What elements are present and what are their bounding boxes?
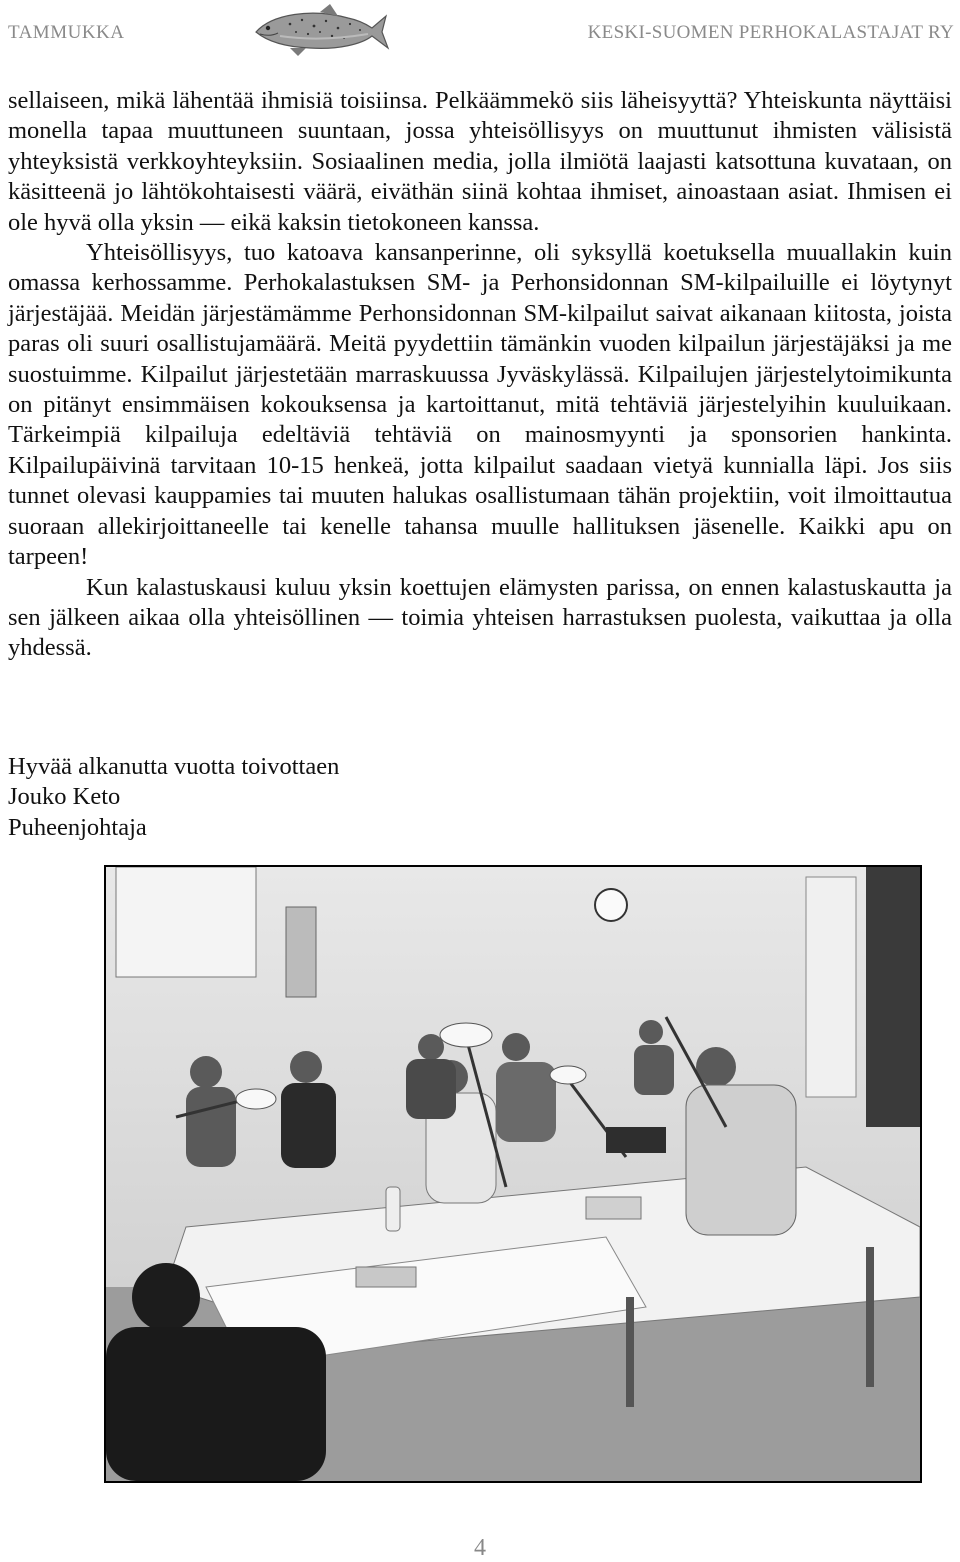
signoff-title: Puheenjohtaja [8, 813, 147, 841]
signoff-name: Jouko Keto [8, 783, 121, 811]
photo-illustration [106, 867, 920, 1481]
organization-name: KESKI-SUOMEN PERHOKALASTAJAT RY [587, 22, 954, 43]
article-body [8, 86, 952, 664]
signoff-greeting: Hyvää alkanutta vuotta toivottaen [8, 753, 340, 780]
fly-tying-group-photo [104, 865, 922, 1483]
paragraph-2: Yhteisöllisyys, tuo katoava kansanperinne, oli syksyllä koetuksella muuallakin kuin omassa kerhossamme. Perhokalastuksen SM- ja Perhonsidonnan SM-kilpailuille ei löytynyt järjestäjää. Meidän järjestämämme Perhonsidonnan SM-kilpailut saivat aikanaan kiitosta, joista paras oli suuri osallistujamäärä. Meitä pyydettiin tämänkin vuoden kilpailun järjestäjäksi ja me suostuimme. Kilpailut järjestetään marraskuussa Jyväskylässä. Kilpailujen järjestelytoimikunta on pitänyt ensimmäisen kokouksensa ja kartoittanut, mitä tehtäviä järjestelyihin kuuluikaan. Tärkeimpiä kilpailuja edeltäviä tehtäviä on mainosmyynti ja sponsorien hankinta. Kilpailupäivinä tarvitaan 10-15 henkeä, jotta kilpailut saadaan vietyä kunnialla läpi. Jos siis tunnet olevasi kauppamies tai muuten halukas osallistumaan tähän projektiin, voit ilmoittautua suoraan allekirjoittaneelle tai kenelle tahansa muulle hallituksen jäsenelle. Kaikki apu on tarpeen! [8, 239, 952, 571]
signoff [8, 752, 339, 843]
page-number: 4 [474, 1535, 486, 1561]
paragraph-3: Kun kalastuskausi kuluu yksin koettujen elämysten parissa, on ennen kalastuskautta ja sen jälkeen aikaa olla yhteisöllinen — toimia yhteisen harrastuksen puolesta, vaikuttaa ja olla yhdessä. [8, 573, 952, 662]
paragraph-1: sellaiseen, mikä lähentää ihmisiä toisiinsa. Pelkäämmekö siis läheisyyttä? Yhteiskunta näyttäisi monella tapaa muuttuneen suuntaan, jossa yhteisöllisyys on muuttunut ihmisten välisistä yhteyksistä verkkoyhteyksiin. Sosiaalinen media, jolla ilmiötä laajasti katsottuna kuvataan, on käsitteenä jo lähtökohtaisesti väärä, eiväthän siinä kohtaa ihmiset, ainoastaan asiat. Ihmisen ei ole hyvä olla yksin — eikä kaksin tietokoneen kanssa. [8, 87, 952, 236]
page-header [0, 0, 960, 70]
trout-fish-icon [250, 2, 390, 58]
magazine-title: TAMMUKKA [8, 22, 125, 43]
